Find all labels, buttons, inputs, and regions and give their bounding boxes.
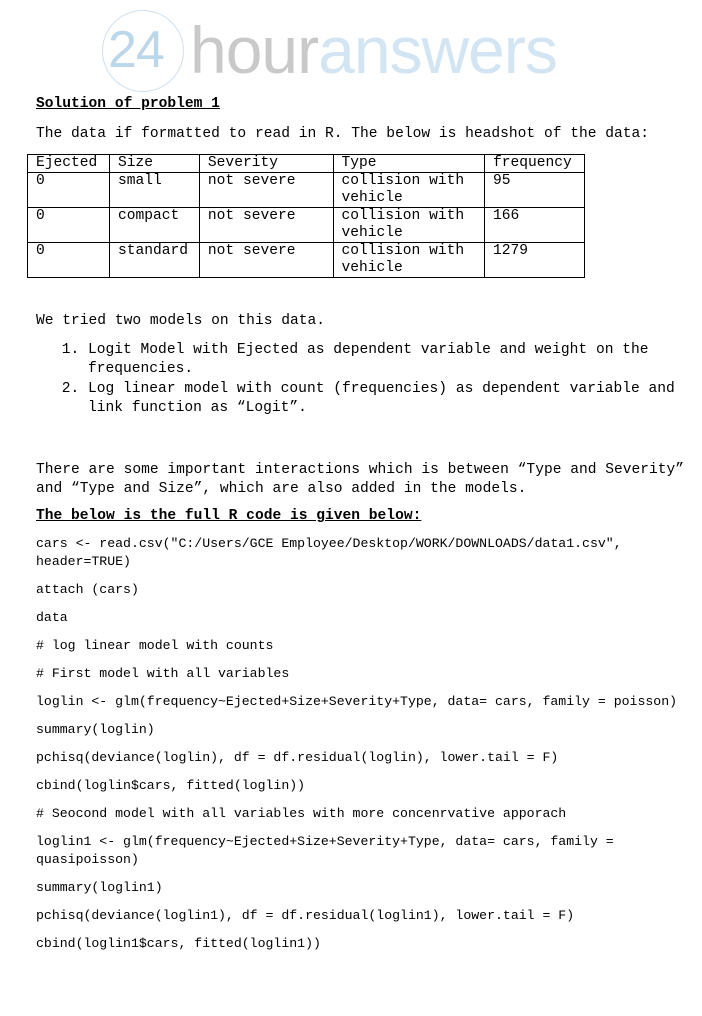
code-line: summary(loglin) — [36, 722, 155, 737]
table-cell: collision with vehicle — [333, 208, 485, 243]
document-body — [36, 95, 696, 963]
table-row — [28, 243, 585, 278]
table-cell: collision with vehicle — [333, 243, 485, 278]
code-line: pchisq(deviance(loglin), df = df.residual(loglin), lower.tail = F) — [36, 750, 559, 765]
table-row — [28, 208, 585, 243]
code-line: cbind(loglin1$cars, fitted(loglin1)) — [36, 936, 321, 951]
table-cell: collision with vehicle — [333, 173, 485, 208]
table-header-cell: Size — [109, 155, 199, 173]
data-table — [27, 154, 585, 278]
code-line: # Seocond model with all variables with more concenrvative apporach — [36, 806, 567, 821]
table-cell: 0 — [28, 173, 110, 208]
code-line: loglin <- glm(frequency~Ejected+Size+Severity+Type, data= cars, family = poisson) — [36, 694, 678, 709]
table-header-cell: Severity — [199, 155, 333, 173]
table-row — [28, 173, 585, 208]
logo-answers: answers — [318, 13, 557, 87]
table-cell: 1279 — [485, 243, 585, 278]
intro-paragraph: The data if formatted to read in R. The below is headshot of the data: — [36, 126, 650, 142]
table-header-cell: frequency — [485, 155, 585, 173]
table-cell: 95 — [485, 173, 585, 208]
logo-number: 24 — [108, 21, 164, 79]
models-list — [36, 341, 696, 418]
code-line: data — [36, 610, 68, 625]
table-header-cell: Type — [333, 155, 485, 173]
code-line: attach (cars) — [36, 582, 139, 597]
table-cell: not severe — [199, 243, 333, 278]
code-line: loglin1 <- glm(frequency~Ejected+Size+Severity+Type, data= cars, family = quasipoisson) — [36, 834, 622, 867]
table-header-row — [28, 155, 585, 173]
list-item: 2. Log linear model with count (frequencies) as dependent variable and link function as “Logit”. — [88, 380, 696, 418]
table-cell: compact — [109, 208, 199, 243]
table-cell: standard — [109, 243, 199, 278]
code-block — [36, 535, 696, 953]
table-cell: 166 — [485, 208, 585, 243]
logo-wordmark — [190, 12, 557, 88]
table-cell: not severe — [199, 173, 333, 208]
interactions-paragraph: There are some important interactions which is between “Type and Severity” and “Type and Size”, which are also added in the models. — [36, 462, 685, 497]
table-cell: not severe — [199, 208, 333, 243]
table-cell: 0 — [28, 243, 110, 278]
section-heading: Solution of problem 1 — [36, 96, 220, 112]
list-item: 1. Logit Model with Ejected as dependent variable and weight on the frequencies. — [88, 341, 696, 379]
table-header-cell: Ejected — [28, 155, 110, 173]
code-line: # First model with all variables — [36, 666, 290, 681]
logo-hour: hour — [190, 13, 319, 87]
code-line: cbind(loglin$cars, fitted(loglin)) — [36, 778, 306, 793]
table-cell: 0 — [28, 208, 110, 243]
code-line: pchisq(deviance(loglin1), df = df.residual(loglin1), lower.tail = F) — [36, 908, 575, 923]
code-line: # log linear model with counts — [36, 638, 274, 653]
code-line: summary(loglin1) — [36, 880, 163, 895]
site-logo — [102, 10, 602, 92]
code-heading: The below is the full R code is given below: — [36, 508, 422, 524]
table-cell: small — [109, 173, 199, 208]
code-line: cars <- read.csv("C:/Users/GCE Employee/Desktop/WORK/DOWNLOADS/data1.csv", header=TRUE) — [36, 536, 630, 569]
models-intro: We tried two models on this data. — [36, 313, 326, 329]
